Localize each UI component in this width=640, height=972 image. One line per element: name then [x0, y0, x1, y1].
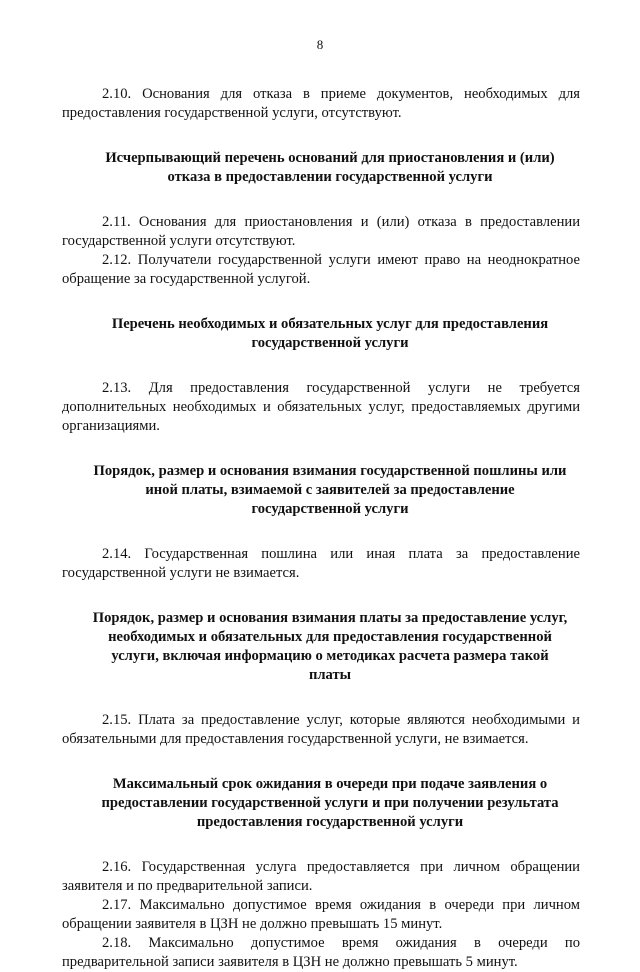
paragraph-2-14: 2.14. Государственная пошлина или иная плата за предоставление государственной услуги не взимается. — [62, 546, 580, 581]
paragraph-2-16: 2.16. Государственная услуга предоставляется при личном обращении заявителя и по предварительной записи. — [62, 859, 580, 894]
paragraph-2-11: 2.11. Основания для приостановления и (или) отказа в предоставлении государственной услуги отсутствуют. — [62, 214, 580, 249]
page-number: 8 — [316, 37, 324, 52]
section-heading-state-duty: Порядок, размер и основания взимания государственной пошлины или иной платы, взимаемой с заявителей за предоставление государственной услуги — [93, 463, 567, 517]
paragraph-2-18: 2.18. Максимально допустимое время ожидания в очереди по предварительной записи заявителя в ЦЗН не должно превышать 5 минут. — [62, 935, 580, 970]
paragraph-2-15: 2.15. Плата за предоставление услуг, которые являются необходимыми и обязательными для предоставления государственной услуги, не взимается. — [62, 712, 580, 747]
paragraph-2-13: 2.13. Для предоставления государственной услуги не требуется дополнительных необходимых и обязательных услуг, предоставляемых другими организациями. — [62, 380, 580, 434]
section-heading-max-waiting-time: Максимальный срок ожидания в очереди при подаче заявления о предоставлении государственной услуги и при получении результата предоставления государственной услуги — [101, 776, 559, 830]
paragraph-2-17: 2.17. Максимально допустимое время ожидания в очереди при личном обращении заявителя в ЦЗН не должно превышать 15 минут. — [62, 897, 580, 932]
paragraph-2-10: 2.10. Основания для отказа в приеме документов, необходимых для предоставления государственной услуги, отсутствуют. — [62, 86, 580, 121]
section-heading-suspension-grounds: Исчерпывающий перечень оснований для приостановления и (или) отказа в предоставлении государственной услуги — [105, 150, 555, 185]
section-heading-fee-procedure: Порядок, размер и основания взимания платы за предоставление услуг, необходимых и обязательных для предоставления государственной услуги, включая информацию о методиках расчета размера такой платы — [92, 610, 568, 683]
document-body — [62, 85, 580, 972]
section-heading-required-services: Перечень необходимых и обязательных услуг для предоставления государственной услуги — [111, 316, 549, 351]
paragraph-2-12: 2.12. Получатели государственной услуги имеют право на неоднократное обращение за государственной услугой. — [62, 252, 580, 287]
